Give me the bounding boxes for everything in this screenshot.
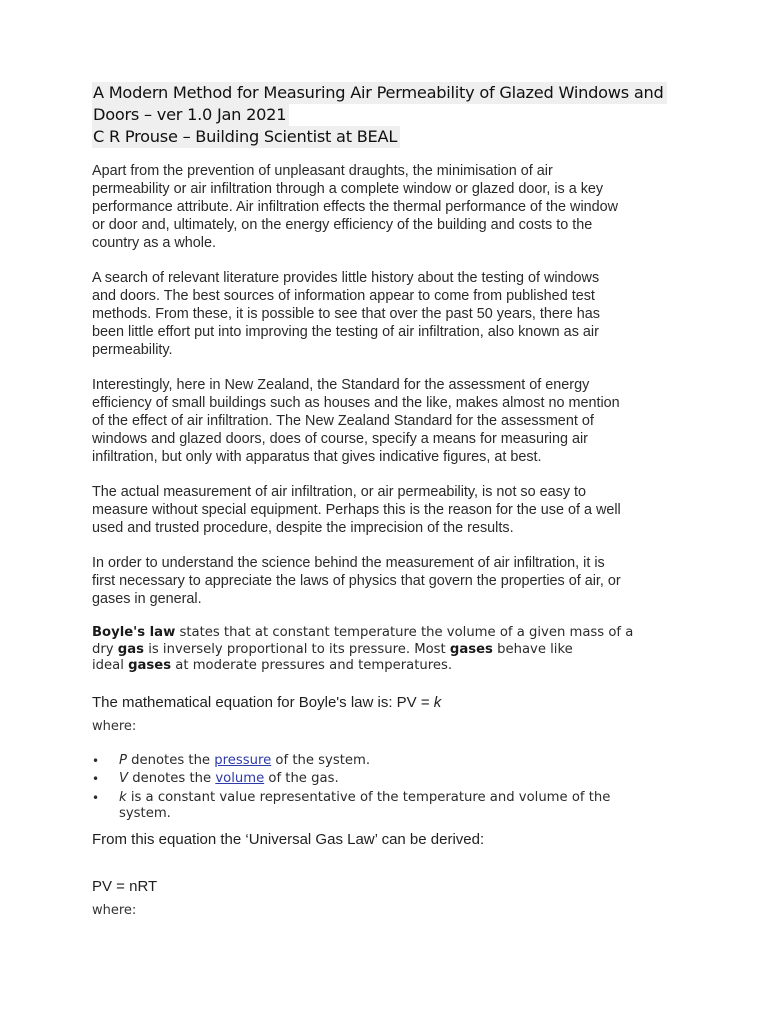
text-line	[92, 625, 692, 642]
derive-sentence: From this equation the ‘Universal Gas Law’ can be derived:	[92, 830, 485, 848]
text-run: at moderate pressures and temperatures.	[171, 658, 453, 673]
text-run: dry	[92, 641, 118, 657]
list-item	[92, 753, 692, 770]
text-line: The actual measurement of air infiltration, or air permeability, is not so easy to	[92, 484, 587, 500]
text-run: is a constant value representative of the temperature and volume of the	[126, 789, 611, 805]
bullet-icon: •	[92, 790, 100, 805]
bullet-icon: •	[92, 772, 100, 786]
text-line: methods. From these, it is possible to see that over the past 50 years, there has	[92, 306, 600, 322]
text-line: and doors. The best sources of information appear to come from published test	[92, 288, 595, 304]
boyles-law-equation	[92, 693, 692, 713]
text-line	[92, 642, 692, 659]
text-line: been little effort put into improving the testing of air infiltration, also known as air	[92, 324, 599, 340]
document-page	[92, 82, 692, 937]
text-line: Interestingly, here in New Zealand, the Standard for the assessment of energy	[92, 377, 590, 393]
text-line: first necessary to appreciate the laws of physics that govern the properties of air, or	[92, 573, 621, 589]
pressure-link[interactable]: pressure	[214, 752, 272, 768]
paragraph-science	[92, 554, 692, 608]
text-run: is inversely proportional to its pressure. Most	[144, 641, 450, 657]
equation-text: The mathematical equation for Boyle's law is: PV =	[92, 693, 434, 711]
where-label: where:	[92, 718, 137, 734]
variable-definitions-list	[92, 753, 692, 823]
text-line: In order to understand the science behind the measurement of air infiltration, it is	[92, 555, 605, 571]
paragraph-new-zealand	[92, 376, 692, 466]
author-line: C R Prouse – Building Scientist at BEAL	[92, 126, 400, 148]
text-line: used and trusted procedure, despite the imprecision of the results.	[92, 520, 514, 536]
text-line: country as a whole.	[92, 235, 216, 251]
text-line: permeability.	[92, 342, 173, 358]
text-run: denotes the	[128, 771, 216, 786]
text-run: behave like	[492, 641, 573, 657]
text-line	[119, 790, 692, 807]
text-line: of the effect of air infiltration. The New Zealand Standard for the assessment of	[92, 413, 594, 429]
bold-term: Boyle's law	[92, 625, 176, 640]
text-line: efficiency of small buildings such as houses and the like, makes almost no mention	[92, 395, 620, 411]
boyles-law-paragraph	[92, 625, 692, 675]
universal-gas-law-equation: PV = nRT	[92, 877, 158, 895]
title-line-1: A Modern Method for Measuring Air Permeability of Glazed Windows and	[92, 82, 667, 104]
text-line: infiltration, but only with apparatus that gives indicative figures, at best.	[92, 449, 542, 465]
variable-symbol: k	[119, 789, 127, 805]
variable-symbol: V	[119, 771, 129, 786]
bold-term: gas	[117, 641, 144, 657]
text-run: of the gas.	[264, 771, 339, 786]
bullet-icon: •	[92, 753, 100, 768]
volume-link[interactable]: volume	[215, 771, 265, 786]
text-line: A search of relevant literature provides little history about the testing of windows	[92, 270, 600, 286]
list-item	[92, 790, 692, 823]
variable-symbol: P	[119, 752, 127, 768]
paragraph-draughts	[92, 162, 692, 252]
text-line: system.	[119, 806, 171, 821]
text-run: ideal	[92, 658, 129, 673]
bold-term: gases	[128, 658, 172, 673]
text-run: of the system.	[271, 752, 371, 768]
list-item	[92, 771, 692, 788]
title-line-2: Doors – ver 1.0 Jan 2021	[92, 104, 289, 126]
paragraph-measurement	[92, 483, 692, 537]
text-line: performance attribute. Air infiltration effects the thermal performance of the window	[92, 199, 619, 215]
text-line: or door and, ultimately, on the energy efficiency of the building and costs to the	[92, 217, 593, 233]
paragraph-literature	[92, 269, 692, 359]
text-run: denotes the	[126, 752, 215, 768]
text-line: permeability or air infiltration through a complete window or glazed door, is a key	[92, 181, 604, 197]
document-title	[92, 82, 682, 148]
text-line	[92, 658, 692, 675]
text-line: gases in general.	[92, 591, 202, 607]
text-run: states that at constant temperature the volume of a given mass of a	[175, 625, 634, 640]
text-line: measure without special equipment. Perhaps this is the reason for the use of a well	[92, 502, 621, 518]
text-line: Apart from the prevention of unpleasant draughts, the minimisation of air	[92, 163, 553, 179]
where-label-2: where:	[92, 902, 137, 918]
equation-variable: k	[433, 693, 442, 711]
text-line: windows and glazed doors, does of course, specify a means for measuring air	[92, 431, 588, 447]
bold-term: gases	[449, 641, 493, 657]
